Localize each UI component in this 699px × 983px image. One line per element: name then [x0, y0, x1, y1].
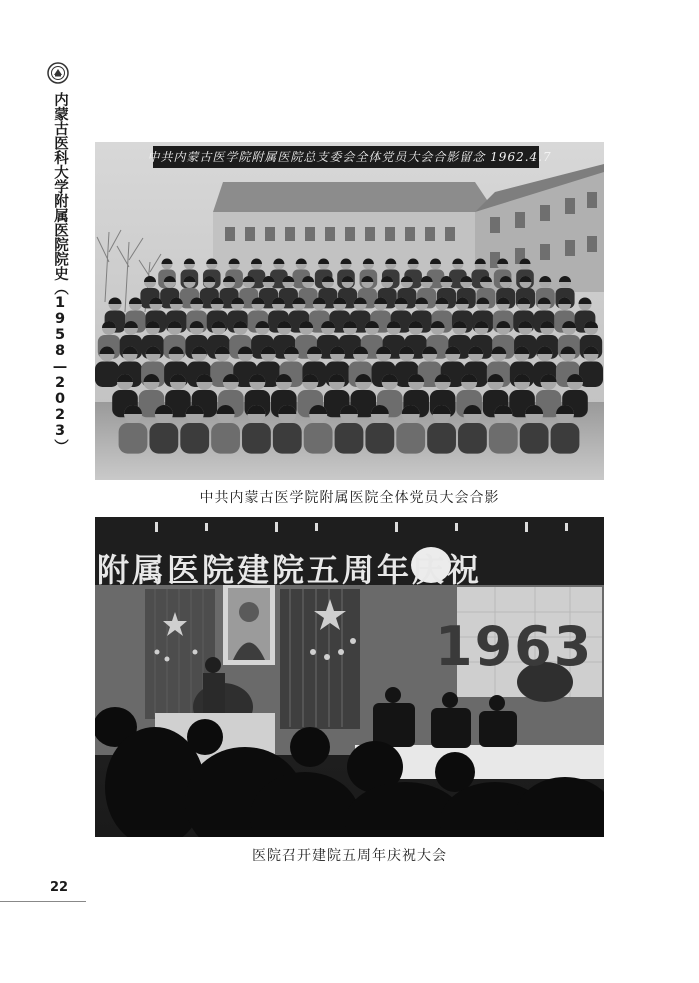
- page-number: 22: [50, 880, 69, 895]
- book-title-spine: 内蒙古医科大学附属医院院史（1958—2023）: [52, 92, 68, 454]
- anniversary-meeting-photo: [95, 517, 604, 837]
- stage-banner-text: 附属医院建院五周年庆祝: [97, 551, 483, 589]
- year-display: 1963: [435, 615, 594, 678]
- photo-caption-1: 中共内蒙古医学院附属医院全体党员大会合影: [199, 490, 500, 506]
- university-emblem-icon: [47, 62, 69, 84]
- group-photo: [95, 142, 604, 480]
- photo-caption-2: 医院召开建院五周年庆祝大会: [252, 848, 447, 864]
- footer-rule: [0, 901, 86, 902]
- photo-banner-text: 中共内蒙古医学院附属医院总支委会全体党员大会合影留念 1962.4.7: [147, 150, 552, 164]
